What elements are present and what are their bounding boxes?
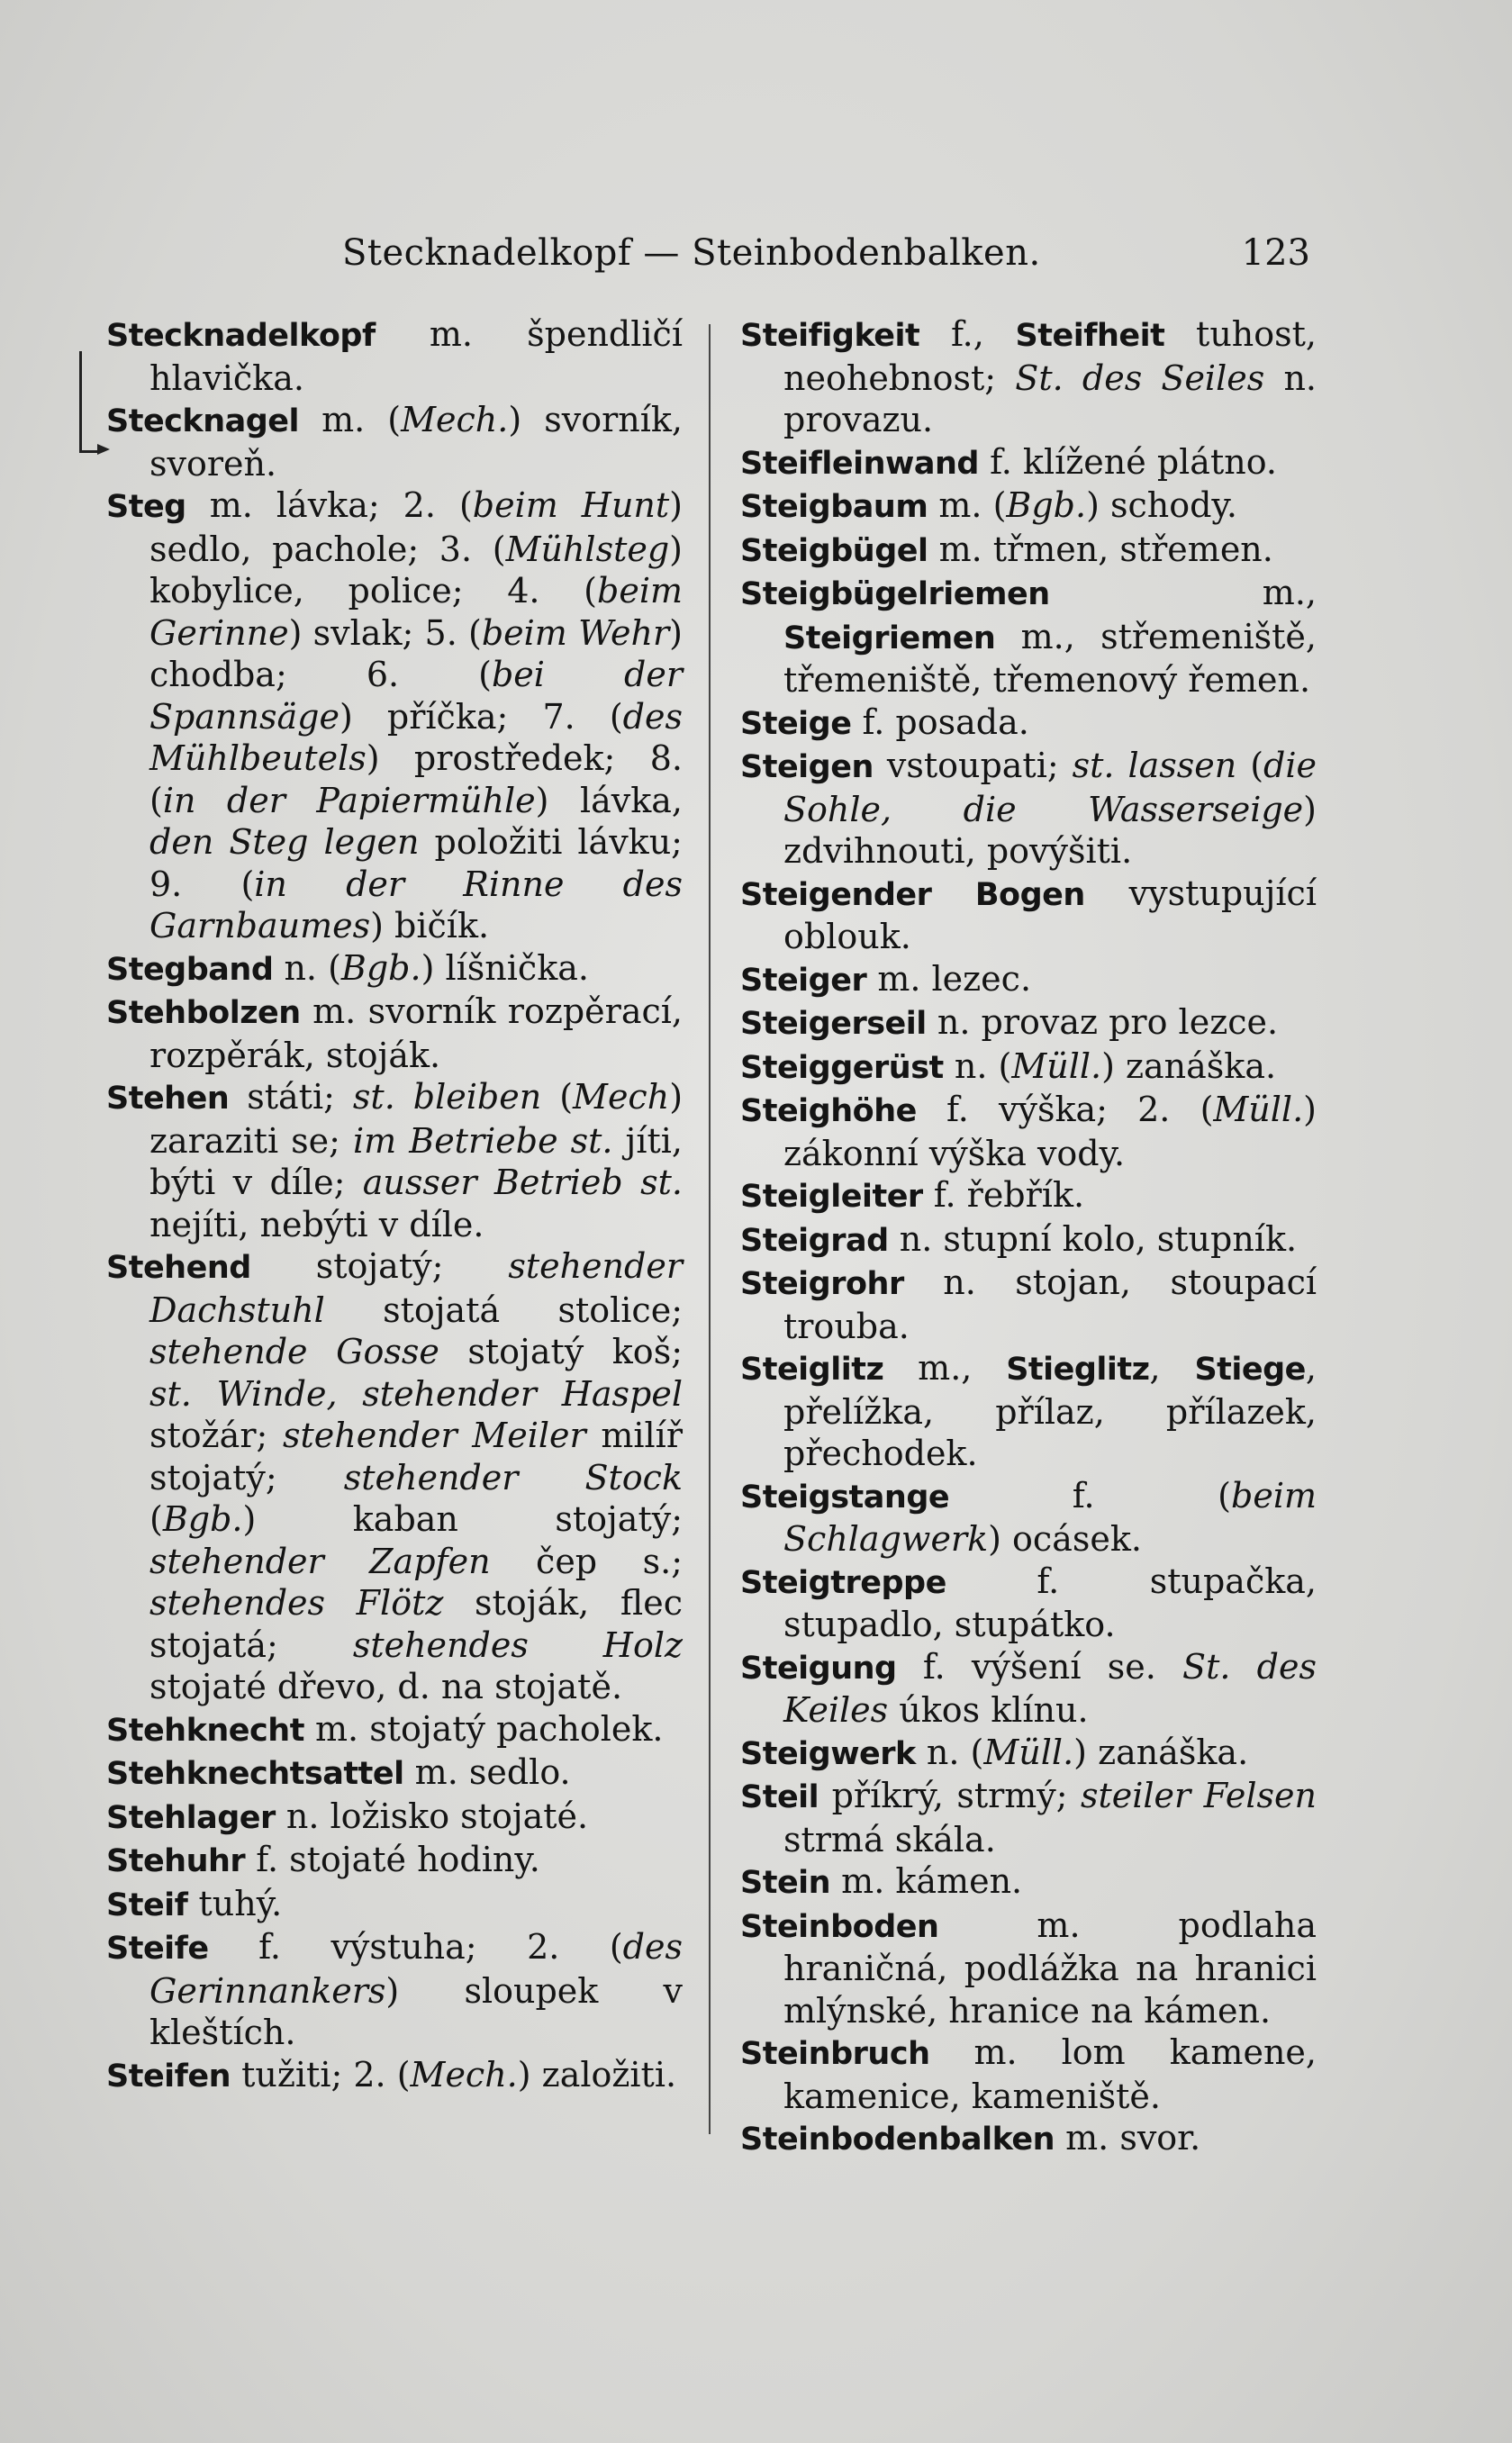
- entry-text: stoják, flec stojatá;: [149, 1583, 684, 1665]
- entry-headword: Steinbruch: [740, 2036, 930, 2072]
- entry-text: státi;: [229, 1077, 353, 1117]
- entry-italic-text: steiler Felsen: [1080, 1776, 1317, 1815]
- entry-headword: Steigbaum: [740, 489, 928, 525]
- entry-headword: Steigender Bogen: [740, 876, 1085, 913]
- entry-italic-text: in der Papiermühle: [162, 780, 536, 820]
- dictionary-entry: [106, 1076, 683, 1245]
- dictionary-entry: [740, 1347, 1317, 1475]
- entry-headword: Steighöhe: [740, 1093, 917, 1129]
- dictionary-entry: [106, 1245, 683, 1708]
- entry-text: příkrý, strmý;: [819, 1776, 1081, 1815]
- entry-italic-text: stehendes Holz: [352, 1624, 683, 1665]
- entry-text: m. kámen.: [830, 1861, 1023, 1901]
- entry-headword: Steif: [106, 1887, 188, 1923]
- entry-italic-text: St. des Keiles: [783, 1646, 1317, 1730]
- entry-headword: Steigen: [740, 749, 874, 785]
- entry-text: n. provaz pro lezce.: [926, 1002, 1279, 1042]
- entry-headword: Steigbügel: [740, 532, 928, 569]
- dictionary-entry: [106, 1839, 683, 1883]
- entry-text: ) zanáška.: [1073, 1732, 1249, 1772]
- entry-text: ) zdvihnouti, povýšiti.: [783, 789, 1317, 871]
- entry-text: ) zaraziti se;: [149, 1077, 684, 1161]
- entry-headword: Steife: [106, 1931, 209, 1967]
- dictionary-entry: [106, 1883, 683, 1927]
- dictionary-entry: [740, 441, 1317, 485]
- entry-headword: Stecknadelkopf: [106, 318, 376, 354]
- entry-italic-text: beim Gerinne: [149, 571, 683, 653]
- dictionary-entry: [106, 313, 683, 399]
- column-divider: [709, 324, 711, 2134]
- dictionary-entry: [740, 313, 1317, 441]
- entry-italic-text: bei der Spannsäge: [149, 655, 684, 737]
- entry-headword: Stegband: [106, 951, 274, 988]
- entry-text: tuhost, neohebnost;: [783, 314, 1317, 398]
- entry-headword: Stehend: [106, 1250, 251, 1286]
- dictionary-entry: [740, 1905, 1317, 2032]
- entry-italic-text: Müll.: [1011, 1045, 1102, 1086]
- entry-italic-text: beim Hunt: [472, 485, 670, 525]
- entry-text: ) ocásek.: [988, 1519, 1142, 1559]
- entry-italic-text: st. bleiben: [352, 1077, 542, 1117]
- entry-text: ) schody.: [1086, 485, 1237, 525]
- entry-headword: Steifheit: [1015, 318, 1165, 354]
- entry-italic-text: den Steg legen: [149, 822, 420, 862]
- entry-text: ) svlak; 5. (: [288, 612, 482, 653]
- entry-headword: Steigwerk: [740, 1735, 916, 1772]
- entry-text: čep s.;: [490, 1541, 683, 1581]
- entry-italic-text: Bgb.: [1006, 485, 1087, 525]
- entry-headword: Steiglitz: [740, 1352, 884, 1388]
- entry-text: milíř stojatý;: [149, 1416, 683, 1497]
- entry-text: (: [1236, 746, 1264, 785]
- dictionary-entry: [740, 1045, 1317, 1090]
- entry-text: stojatý;: [250, 1246, 509, 1286]
- entry-text: f. řebřík.: [922, 1175, 1085, 1215]
- left-column: [106, 313, 683, 2097]
- right-column: [740, 313, 1317, 2161]
- entry-text: n. (: [943, 1045, 1012, 1086]
- entry-text: m. třmen, střemen.: [928, 529, 1273, 569]
- entry-italic-text: st. Winde, stehender Haspel: [149, 1373, 683, 1414]
- entry-text: m. svor.: [1055, 2118, 1201, 2158]
- dictionary-entry: [106, 399, 683, 484]
- dictionary-entry: [106, 484, 683, 947]
- entry-text: m. lezec.: [866, 958, 1032, 999]
- dictionary-entry: [740, 1089, 1317, 1174]
- entry-text: m. sedlo.: [403, 1752, 571, 1792]
- entry-text: f. posada.: [851, 701, 1029, 742]
- entry-text: jíti, býti v díle;: [149, 1120, 683, 1202]
- dictionary-entry: [740, 1561, 1317, 1646]
- entry-text: ) prostředek; 8. (: [149, 738, 683, 820]
- entry-text: m. lávka; 2. (: [186, 485, 473, 525]
- entry-headword: Stieglitz: [1006, 1352, 1150, 1388]
- entry-italic-text: stehender Stock: [343, 1457, 683, 1497]
- entry-text: ,: [1149, 1348, 1195, 1388]
- dictionary-entry: [106, 1751, 683, 1796]
- dictionary-entry: [740, 701, 1317, 746]
- entry-italic-text: Müll.: [983, 1732, 1074, 1772]
- dictionary-entry: [740, 1001, 1317, 1045]
- entry-text: ) svorník, svoreň.: [149, 400, 683, 484]
- entry-text: stožár;: [149, 1416, 283, 1455]
- entry-text: m.,: [1049, 573, 1317, 612]
- entry-headword: Steiger: [740, 962, 867, 999]
- entry-headword: Stehlager: [106, 1799, 276, 1836]
- entry-text: n. (: [273, 947, 341, 988]
- entry-text: m.,: [883, 1348, 1007, 1388]
- entry-text: m. lom kamene, kamenice, kameniště.: [783, 2032, 1317, 2116]
- entry-headword: Steigtreppe: [740, 1564, 946, 1601]
- dictionary-entry: [740, 484, 1317, 529]
- entry-text: ) kaban stojatý;: [242, 1499, 683, 1539]
- entry-headword: Steinbodenbalken: [740, 2122, 1055, 2158]
- margin-bracket-mark: [79, 351, 100, 453]
- entry-headword: Stehknecht: [106, 1712, 304, 1749]
- entry-italic-text: Mech: [573, 1077, 670, 1117]
- dictionary-entry: [740, 1860, 1317, 1905]
- dictionary-entry: [106, 1926, 683, 2054]
- entry-text: m. špendličí hlavička.: [149, 314, 683, 398]
- entry-text: tužiti; 2. (: [231, 2054, 411, 2095]
- dictionary-entry: [740, 1262, 1317, 1347]
- dictionary-entry: [740, 873, 1317, 958]
- entry-text: f. stojaté hodiny.: [245, 1840, 540, 1879]
- dictionary-entry: [740, 1775, 1317, 1860]
- entry-italic-text: Bgb.: [340, 947, 421, 988]
- entry-text: ) sedlo, pachole; 3. (: [149, 485, 683, 569]
- entry-text: n. stupní kolo, stupník.: [888, 1218, 1298, 1259]
- dictionary-entry: [740, 745, 1317, 873]
- entry-text: f. klížené plátno.: [978, 441, 1277, 482]
- entry-headword: Steige: [740, 705, 852, 742]
- entry-italic-text: im Betriebe st.: [353, 1120, 613, 1161]
- entry-text: stojatý koš;: [439, 1332, 683, 1371]
- entry-text: m. (: [928, 485, 1007, 525]
- entry-headword: Stiege: [1194, 1352, 1306, 1388]
- entry-headword: Steifigkeit: [740, 318, 920, 354]
- entry-headword: Steigriemen: [783, 620, 996, 656]
- dictionary-entry: [740, 572, 1317, 701]
- entry-italic-text: des Gerinnankers: [149, 1927, 683, 2011]
- entry-text: (: [149, 1499, 163, 1539]
- entry-italic-text: beim Wehr: [481, 612, 670, 653]
- entry-headword: Stein: [740, 1865, 831, 1901]
- entry-italic-text: stehender Meiler: [282, 1416, 586, 1455]
- entry-headword: Stehbolzen: [106, 995, 301, 1031]
- entry-text: ) líšnička.: [421, 947, 589, 988]
- entry-italic-text: St. des Seiles: [1015, 357, 1265, 398]
- entry-text: stojatá stolice;: [324, 1289, 683, 1330]
- dictionary-entry: [106, 1708, 683, 1752]
- entry-text: ) založiti.: [517, 2054, 677, 2095]
- entry-headword: Steigrohr: [740, 1266, 904, 1302]
- dictionary-entry: [740, 1174, 1317, 1218]
- dictionary-entry: [740, 529, 1317, 573]
- entry-text: n. ložisko stojaté.: [275, 1796, 589, 1836]
- entry-text: m. svorník rozpěrací, rozpěrák, stoják.: [149, 991, 683, 1075]
- entry-text: f. výšení se.: [896, 1646, 1183, 1687]
- entry-headword: Steiggerüst: [740, 1049, 944, 1086]
- dictionary-entry: [106, 991, 683, 1076]
- page-number: 123: [1241, 232, 1310, 274]
- entry-italic-text: die Sohle, die Wasserseige: [783, 746, 1317, 829]
- dictionary-entry: [106, 1796, 683, 1840]
- entry-text: n. stojan, stoupací trouba.: [783, 1262, 1317, 1346]
- entry-headword: Stecknagel: [106, 403, 300, 439]
- entry-text: ) chodba; 6. (: [149, 612, 683, 694]
- entry-headword: Steigbügelriemen: [740, 576, 1050, 612]
- entry-italic-text: stehendes Flötz: [149, 1583, 444, 1623]
- entry-text: ) bičík.: [370, 906, 490, 946]
- entry-text: f. stupačka, stupadlo, stupátko.: [783, 1561, 1317, 1644]
- entry-italic-text: stehende Gosse: [149, 1332, 439, 1371]
- entry-text: strmá skála.: [783, 1819, 996, 1859]
- dictionary-entry: [740, 2117, 1317, 2161]
- dictionary-entry: [106, 947, 683, 991]
- entry-text: , přelížka, přílaz, přílazek, přechodek.: [783, 1348, 1317, 1473]
- entry-headword: Stehknechtsattel: [106, 1756, 404, 1792]
- entry-text: (: [541, 1077, 574, 1117]
- entry-text: ) kobylice, police; 4. (: [149, 529, 683, 611]
- dictionary-entry: [106, 2054, 683, 2098]
- entry-italic-text: in der Rinne des Garnbaumes: [149, 864, 683, 946]
- entry-italic-text: Bgb.: [162, 1499, 243, 1539]
- entry-italic-text: Mech.: [410, 2054, 518, 2095]
- entry-text: ) lávka,: [535, 780, 683, 820]
- dictionary-entry: [740, 958, 1317, 1002]
- entry-italic-text: des Mühlbeutels: [149, 696, 683, 778]
- entry-text: ) zanáška.: [1101, 1045, 1277, 1086]
- entry-text: n. (: [915, 1732, 984, 1772]
- entry-text: vstoupati;: [873, 746, 1073, 785]
- entry-text: f.,: [919, 314, 1016, 354]
- entry-headword: Steigrad: [740, 1222, 889, 1259]
- entry-text: ) sloupek v kleštích.: [149, 1970, 683, 2052]
- dictionary-entry: [740, 2031, 1317, 2117]
- entry-italic-text: Mühlsteg: [505, 529, 670, 569]
- entry-text: m., střemeniště, třemeniště, třemenový řemen.: [783, 616, 1317, 700]
- dictionary-entry: [740, 1475, 1317, 1561]
- entry-headword: Stehuhr: [106, 1843, 246, 1879]
- entry-text: tuhý.: [187, 1883, 283, 1923]
- entry-text: vystupující oblouk.: [783, 873, 1317, 956]
- entry-text: m. podlaha hraničná, podlážka na hranici mlýnské, hranice na kámen.: [783, 1905, 1317, 2031]
- dictionary-entry: [740, 1646, 1317, 1732]
- entry-headword: Steigung: [740, 1650, 897, 1687]
- entry-text: ) příčka; 7. (: [339, 696, 623, 737]
- entry-headword: Steigstange: [740, 1479, 950, 1516]
- entry-text: f. výstuha; 2. (: [208, 1927, 623, 1967]
- entry-headword: Steg: [106, 489, 186, 525]
- page-header: [342, 232, 1310, 286]
- entry-headword: Stehen: [106, 1081, 230, 1117]
- entry-text: položiti lávku; 9. (: [149, 822, 683, 904]
- dictionary-entry: [740, 1218, 1317, 1262]
- entry-italic-text: Müll.: [1213, 1090, 1304, 1129]
- entry-headword: Steigleiter: [740, 1179, 923, 1215]
- entry-text: f. (: [949, 1475, 1231, 1516]
- entry-headword: Steifleinwand: [740, 445, 979, 482]
- entry-text: m. stojatý pacholek.: [303, 1708, 664, 1749]
- entry-headword: Steil: [740, 1779, 819, 1815]
- entry-italic-text: beim Schlagwerk: [783, 1475, 1317, 1559]
- entry-italic-text: Mech.: [401, 400, 509, 439]
- entry-headword: Steinboden: [740, 1908, 939, 1945]
- running-title: Stecknadelkopf — Steinbodenbalken.: [342, 232, 1041, 274]
- entry-italic-text: ausser Betrieb st.: [362, 1163, 683, 1202]
- entry-text: m. (: [299, 400, 402, 439]
- entry-headword: Steifen: [106, 2058, 231, 2095]
- entry-text: n. provazu.: [783, 357, 1317, 439]
- entry-text: úkos klínu.: [888, 1690, 1089, 1730]
- dictionary-entry: [740, 1732, 1317, 1776]
- entry-headword: Steigerseil: [740, 1006, 927, 1042]
- entry-italic-text: stehender Dachstuhl: [149, 1246, 683, 1330]
- entry-italic-text: st. lassen: [1072, 746, 1237, 785]
- entry-text: stojaté dřevo, d. na stojatě.: [149, 1667, 623, 1706]
- entry-text: nejíti, nebýti v díle.: [149, 1204, 484, 1244]
- entry-text: ) zákonní výška vody.: [783, 1090, 1317, 1173]
- entry-italic-text: stehender Zapfen: [149, 1541, 491, 1581]
- entry-text: f. výška; 2. (: [916, 1090, 1214, 1129]
